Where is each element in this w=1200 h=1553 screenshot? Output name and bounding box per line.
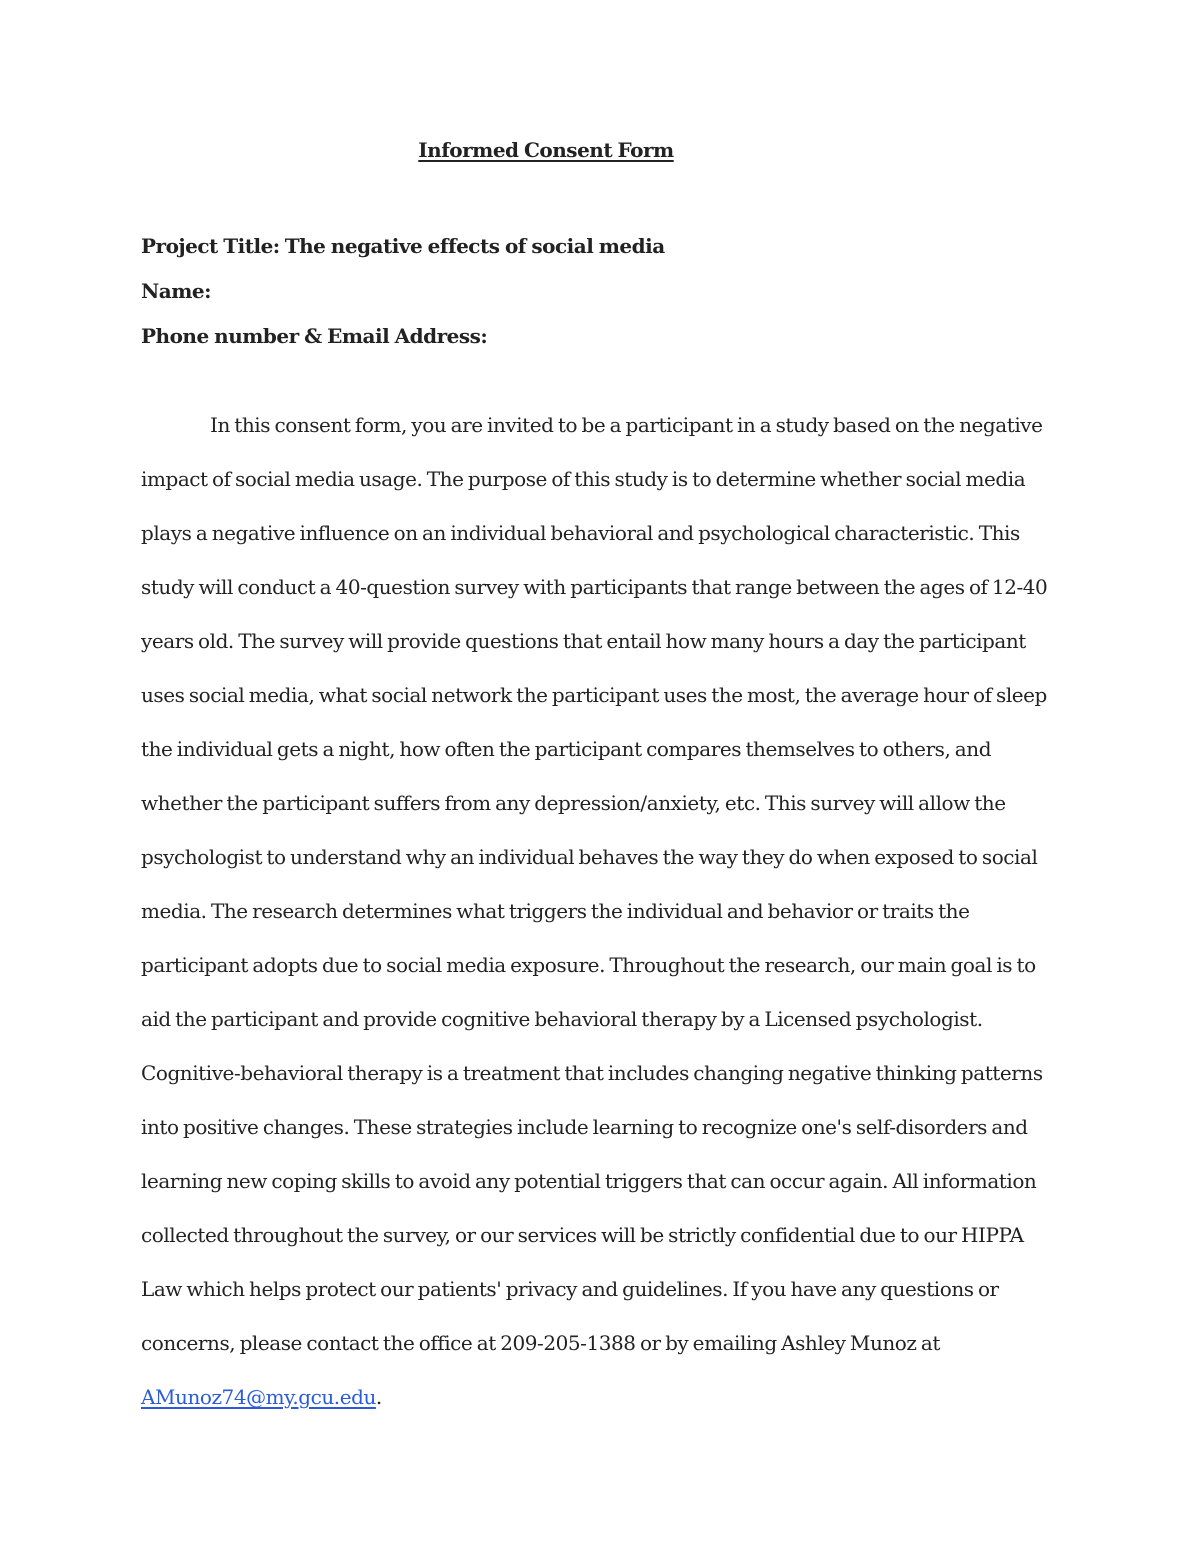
paragraph-end: . (375, 1385, 382, 1409)
consent-paragraph (141, 398, 1069, 1424)
contact-field (141, 324, 487, 348)
project-title-field (141, 234, 665, 258)
name-label: Name: (141, 279, 212, 303)
document-title: Informed Consent Form (418, 138, 674, 162)
project-title-label: Project Title: (141, 234, 280, 258)
contact-label: Phone number & Email Address: (141, 324, 488, 348)
name-field (141, 279, 211, 303)
consent-paragraph-text: In this consent form, you are invited to be a participant in a study based on the negative impact of social media usage. The purpose of this study is to determine whether social media plays a negative influence on an individual behavioral and psychological characteristic. This study will conduct a 40-question survey with participants that range between the ages of 12-40 years old. The survey will provide questions that entail how many hours a day the participant uses social media, what social network the participant uses the most, the average hour of sleep the individual gets a night, how often the participant compares themselves to others, and whether the participant suffers from any depression/anxiety, etc. This survey will allow the psychologist to understand why an individual behaves the way they do when exposed to social media. The research determines what triggers the individual and behavior or traits the participant adopts due to social media exposure. Throughout the research, our main goal is to aid the participant and provide cognitive behavioral therapy by a Licensed psychologist. Cognitive-behavioral therapy is a treatment that includes changing negative thinking patterns into positive changes. These strategies include learning to recognize one's self-disorders and learning new coping skills to avoid any potential triggers that can occur again. All information collected throughout the survey, or our services will be strictly confidential due to our HIPPA Law which helps protect our patients' privacy and guidelines. If you have any questions or concerns, please contact the office at 209-205-1388 or by emailing Ashley Munoz at (141, 413, 1048, 1355)
project-title-value: The negative effects of social media (284, 234, 665, 258)
contact-email-link[interactable]: AMunoz74@my.gcu.edu (141, 1385, 376, 1409)
